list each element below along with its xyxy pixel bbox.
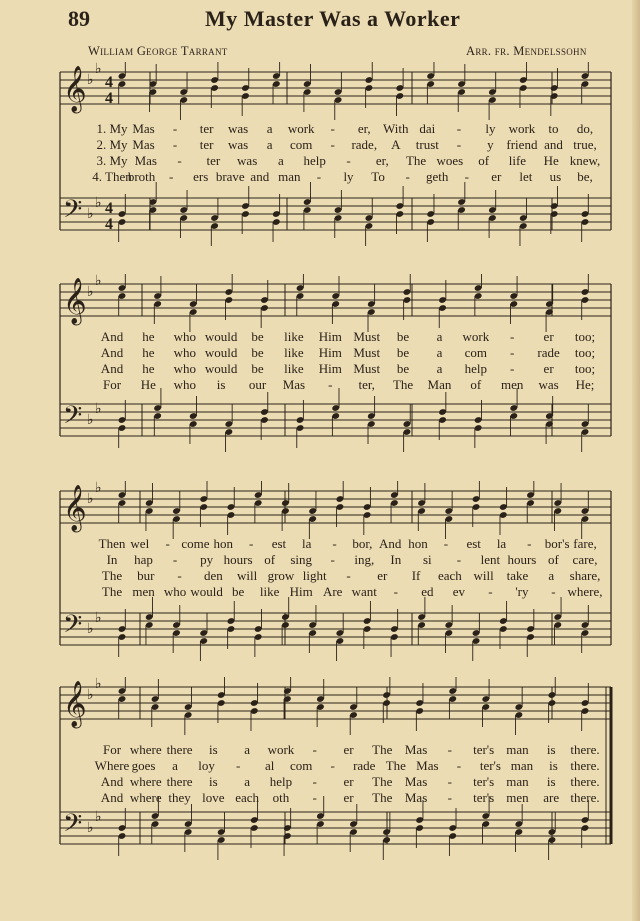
lyric-syllable: And [100, 790, 124, 805]
lyric-syllable: sing [290, 552, 313, 567]
lyric-syllable: Him [318, 361, 342, 376]
lyric-syllable: The [101, 568, 123, 583]
lyric-syllable: will [237, 568, 258, 583]
lyric-syllable: Mas [282, 377, 306, 392]
lyric-syllable: er [491, 169, 502, 184]
lyric-syllable: a [266, 137, 273, 152]
lyric-syllable: hon [213, 536, 234, 551]
lyric-syllable: take [506, 568, 529, 583]
lyric-syllable: like [284, 329, 304, 344]
lyric-line [0, 790, 640, 806]
lyric-syllable: man [506, 774, 529, 789]
lyric-line [0, 742, 640, 758]
lyric-syllable: - [328, 377, 333, 392]
lyric-syllable: ter's [479, 758, 501, 773]
lyric-syllable: our [248, 377, 267, 392]
lyric-syllable: where [129, 742, 162, 757]
lyric-syllable: be [396, 329, 410, 344]
lyric-syllable: is [549, 758, 558, 773]
lyric-syllable: com [289, 758, 313, 773]
lyric-syllable: of [470, 377, 482, 392]
lyric-syllable: like [259, 584, 280, 599]
lyric-syllable: rade [537, 345, 560, 360]
lyric-syllable: For [102, 742, 122, 757]
lyric-syllable: er [343, 790, 354, 805]
lyric-syllable: In [390, 552, 402, 567]
lyric-syllable: - [346, 568, 351, 583]
lyric-syllable: er, [357, 121, 371, 136]
lyric-syllable: us [549, 169, 562, 184]
lyric-syllable: was [237, 153, 258, 168]
lyric-syllable: py [200, 552, 214, 567]
lyric-syllable: let [519, 169, 533, 184]
lyric-syllable: who [173, 361, 196, 376]
lyric-syllable: be [396, 361, 410, 376]
lyric-syllable: 2. My [96, 137, 128, 152]
lyric-syllable: And [100, 329, 124, 344]
lyric-syllable: - [346, 153, 351, 168]
lyric-syllable: - [316, 169, 322, 184]
arranger-credit: Arr. fr. Mendelssohn [466, 44, 587, 58]
lyric-syllable: be [251, 329, 264, 344]
lyric-syllable: ter [199, 137, 214, 152]
lyric-syllable: The [385, 758, 406, 773]
lyric-syllable: knew, [569, 153, 601, 168]
lyric-syllable: The [101, 584, 123, 599]
lyric-syllable: The [372, 790, 393, 805]
lyric-syllable: work [462, 329, 490, 344]
lyric-syllable: - [456, 121, 462, 136]
lyric-syllable: love [202, 790, 225, 805]
flat-icon: ♭ [95, 481, 102, 496]
lyric-syllable: a [244, 742, 251, 757]
lyric-syllable: With [383, 121, 409, 136]
lyric-syllable: a [278, 153, 284, 168]
lyric-syllable: woes [436, 153, 464, 168]
lyric-syllable: would [190, 584, 223, 599]
lyric-syllable: man [278, 169, 301, 184]
lyric-syllable: each [235, 790, 260, 805]
lyric-syllable: where [129, 774, 162, 789]
lyric-syllable: den [203, 568, 223, 583]
lyric-syllable: - [172, 121, 178, 136]
lyric-line [0, 153, 640, 169]
lyric-syllable: there. [570, 742, 600, 757]
lyric-syllable: will [473, 568, 494, 583]
treble-clef-icon: 𝄞 [63, 681, 87, 727]
lyric-syllable: Mas [132, 121, 155, 136]
bass-clef-icon: 𝄢 [63, 809, 83, 844]
lyric-syllable: there [166, 774, 193, 789]
lyric-syllable: ter [199, 121, 214, 136]
lyric-syllable: would [204, 345, 238, 360]
lyric-syllable: ers [193, 169, 209, 184]
lyric-syllable: er [543, 361, 554, 376]
lyric-syllable: ter's [473, 774, 495, 789]
flat-icon: ♭ [95, 401, 102, 417]
lyric-syllable: a [172, 758, 178, 773]
lyric-syllable: - [456, 552, 462, 567]
time-signature-digit: 4 [105, 74, 113, 91]
lyric-syllable: of [264, 552, 276, 567]
lyric-syllable: is [209, 774, 218, 789]
lyric-syllable: a [436, 345, 443, 360]
lyric-syllable: of [478, 153, 490, 168]
time-signature-digit: 4 [105, 90, 113, 107]
lyric-syllable: Mas [132, 137, 155, 152]
lyric-syllable: to [548, 121, 559, 136]
author-credit: William George Tarrant [88, 44, 228, 58]
lyric-syllable: Man [427, 377, 452, 392]
lyric-syllable: was [228, 121, 249, 136]
lyric-syllable: - [488, 584, 493, 599]
lyric-syllable: each [437, 568, 462, 583]
lyric-syllable: - [393, 584, 398, 599]
flat-icon: ♭ [95, 809, 102, 825]
lyric-syllable: - [551, 584, 556, 599]
lyric-syllable: bor's [544, 536, 570, 551]
lyric-syllable: The [372, 742, 393, 757]
lyric-syllable: The [372, 774, 393, 789]
flat-icon: ♭ [87, 72, 94, 88]
lyric-syllable: where, [567, 584, 603, 599]
lyric-syllable: broth [127, 169, 156, 184]
lyric-syllable: - [165, 536, 170, 551]
flat-icon: ♭ [95, 274, 102, 289]
lyric-syllable: lent [480, 552, 501, 567]
lyric-syllable: la [496, 536, 507, 551]
lyric-syllable: er [343, 774, 354, 789]
flat-icon: ♭ [87, 206, 94, 222]
lyric-syllable: - [248, 536, 254, 551]
lyric-syllable: geth [425, 169, 449, 184]
lyric-syllable: where [129, 790, 162, 805]
lyric-syllable: a [244, 774, 251, 789]
lyric-syllable: Him [289, 584, 313, 599]
lyric-syllable: - [447, 742, 453, 757]
lyric-syllable: there. [570, 790, 600, 805]
lyric-syllable: there. [570, 758, 600, 773]
lyric-syllable: Must [353, 329, 381, 344]
lyric-syllable: like [284, 345, 304, 360]
lyric-syllable: And [379, 536, 402, 551]
lyric-syllable: ly [343, 169, 354, 184]
lyric-syllable: help [464, 361, 488, 376]
lyric-syllable: be [251, 361, 264, 376]
bass-clef-icon: 𝄢 [63, 195, 83, 230]
lyric-syllable: 3. My [96, 153, 128, 168]
lyric-line [0, 329, 640, 345]
lyric-syllable: come [181, 536, 210, 551]
lyric-syllable: men [506, 790, 529, 805]
lyric-syllable: work [287, 121, 315, 136]
lyric-syllable: they [168, 790, 191, 805]
lyric-syllable: bor, [352, 536, 373, 551]
lyric-syllable: - [447, 790, 453, 805]
lyric-syllable: of [548, 552, 559, 567]
lyric-syllable: he [142, 329, 155, 344]
lyric-syllable: In [106, 552, 118, 567]
lyric-syllable: - [443, 536, 449, 551]
flat-icon: ♭ [87, 412, 94, 428]
lyric-syllable: grow [267, 568, 295, 583]
hymn-title: My Master Was a Worker [205, 6, 461, 31]
lyric-line [0, 536, 640, 552]
lyric-syllable: is [546, 742, 556, 757]
lyric-syllable: hours [507, 552, 537, 567]
lyric-syllable: who [163, 584, 187, 599]
flat-icon: ♭ [87, 687, 94, 703]
lyric-syllable: too; [574, 329, 596, 344]
lyric-syllable: would [204, 329, 238, 344]
lyric-syllable: be [231, 584, 245, 599]
lyric-line [0, 758, 640, 774]
lyric-syllable: And [100, 774, 124, 789]
lyric-syllable: wel [130, 536, 150, 551]
lyric-syllable: 1. My [96, 121, 128, 136]
lyric-syllable: com [464, 345, 488, 360]
lyric-syllable: are [543, 790, 560, 805]
lyric-syllable: Then [98, 536, 126, 551]
lyric-syllable: - [330, 137, 335, 152]
lyric-syllable: men [132, 584, 155, 599]
lyric-line [0, 568, 640, 584]
lyric-syllable: be [396, 345, 410, 360]
lyric-syllable: ing, [354, 552, 375, 567]
page-number: 89 [68, 6, 90, 31]
lyric-syllable: For [102, 377, 122, 392]
lyric-syllable: goes [131, 758, 156, 773]
lyric-syllable: - [510, 345, 515, 360]
lyric-syllable: He [140, 377, 156, 392]
lyric-syllable: was [228, 137, 249, 152]
lyric-syllable: er [343, 742, 354, 757]
lyric-syllable: hap [134, 552, 153, 567]
lyric-syllable: - [235, 758, 241, 773]
lyric-syllable: - [456, 758, 462, 773]
lyric-syllable: - [330, 552, 335, 567]
flat-icon: ♭ [95, 677, 102, 692]
lyric-syllable: bur [137, 568, 155, 583]
lyric-syllable: - [177, 153, 182, 168]
lyric-line [0, 584, 640, 600]
treble-clef-icon: 𝄞 [63, 66, 87, 112]
lyric-syllable: - [330, 121, 335, 136]
lyric-syllable: 4. Then [92, 169, 132, 184]
lyric-syllable: do, [576, 121, 594, 136]
lyric-syllable: life [508, 153, 527, 168]
lyric-syllable: share, [569, 568, 601, 583]
lyric-line [0, 377, 640, 393]
lyric-syllable: - [172, 552, 178, 567]
lyric-syllable: is [546, 774, 556, 789]
lyric-syllable: The [405, 153, 427, 168]
lyric-syllable: want [351, 584, 377, 599]
lyric-syllable: er [377, 568, 388, 583]
lyric-syllable: - [510, 361, 515, 376]
lyric-syllable: er [543, 329, 554, 344]
lyric-syllable: ter's [473, 742, 495, 757]
lyric-syllable: be [251, 345, 264, 360]
flat-icon: ♭ [87, 621, 94, 637]
lyric-syllable: brave [215, 169, 245, 184]
lyric-syllable: est [466, 536, 481, 551]
lyric-syllable: and [544, 137, 563, 152]
lyric-syllable: who [173, 345, 196, 360]
lyric-syllable: He [543, 153, 559, 168]
lyric-syllable: ly [485, 121, 496, 136]
lyric-syllable: - [312, 790, 317, 805]
flat-icon: ♭ [95, 610, 102, 626]
lyric-syllable: Mas [416, 758, 439, 773]
lyric-syllable: ed [421, 584, 434, 599]
lyric-syllable: trust [415, 137, 439, 152]
lyric-line [0, 774, 640, 790]
lyric-syllable: too; [574, 345, 596, 360]
lyric-syllable: hours [223, 552, 253, 567]
lyric-syllable: Mas [404, 790, 428, 805]
lyric-syllable: a [548, 568, 555, 583]
lyric-syllable: er, [375, 153, 389, 168]
lyric-syllable: rade, [351, 137, 378, 152]
lyric-syllable: si [422, 552, 432, 567]
lyric-syllable: - [510, 329, 515, 344]
lyric-syllable: who [173, 377, 196, 392]
flat-icon: ♭ [87, 491, 94, 507]
lyric-syllable: a [266, 121, 273, 136]
lyric-syllable: loy [198, 758, 215, 773]
lyric-syllable: - [456, 137, 462, 152]
lyric-syllable: He; [575, 377, 595, 392]
lyric-syllable: And [100, 361, 124, 376]
lyric-syllable: est [271, 536, 287, 551]
lyric-syllable: a [436, 329, 443, 344]
lyric-syllable: who [173, 329, 196, 344]
lyric-syllable: - [177, 568, 182, 583]
time-signature-digit: 4 [105, 216, 113, 233]
lyric-syllable: is [209, 742, 218, 757]
lyric-syllable: there. [570, 774, 600, 789]
lyric-syllable: - [168, 169, 174, 184]
lyric-syllable: and [250, 169, 270, 184]
flat-icon: ♭ [95, 62, 102, 77]
lyric-line [0, 137, 640, 153]
lyric-syllable: Mas [404, 774, 428, 789]
lyric-syllable: dai [419, 121, 436, 136]
lyric-syllable: ter [206, 153, 221, 168]
lyric-syllable: ter, [358, 377, 375, 392]
lyric-syllable: - [312, 774, 317, 789]
bass-clef-icon: 𝄢 [63, 401, 83, 436]
lyric-syllable: al [264, 758, 275, 773]
lyric-syllable: - [332, 536, 337, 551]
lyric-syllable: Him [318, 345, 342, 360]
lyric-syllable: true, [573, 137, 597, 152]
lyric-syllable: Must [353, 361, 381, 376]
lyric-line [0, 345, 640, 361]
lyric-syllable: A [391, 137, 401, 152]
lyric-syllable: care, [572, 552, 598, 567]
lyric-syllable: a [436, 361, 443, 376]
lyric-syllable: work [267, 742, 295, 757]
lyric-syllable: Him [318, 329, 342, 344]
lyric-syllable: he [142, 345, 155, 360]
lyric-syllable: is [216, 377, 226, 392]
lyric-syllable: man [510, 758, 534, 773]
lyric-syllable: - [447, 774, 453, 789]
treble-clef-icon: 𝄞 [63, 278, 87, 324]
lyric-line [0, 361, 640, 377]
lyric-syllable: too; [574, 361, 596, 376]
lyric-syllable: 'ry [515, 584, 529, 599]
lyric-syllable: friend [506, 137, 538, 152]
lyric-syllable: If [411, 568, 421, 583]
lyric-syllable: Mas [404, 742, 428, 757]
lyric-syllable: - [464, 169, 469, 184]
lyric-syllable: - [172, 137, 178, 152]
lyric-syllable: la [302, 536, 312, 551]
lyric-syllable: like [284, 361, 304, 376]
lyric-syllable: To [371, 169, 385, 184]
lyric-syllable: help [269, 774, 293, 789]
lyric-syllable: be, [577, 169, 593, 184]
lyric-syllable: he [142, 361, 155, 376]
lyric-syllable: man [506, 742, 529, 757]
lyric-syllable: men [501, 377, 524, 392]
lyric-syllable: Must [353, 345, 381, 360]
lyric-syllable: ev [452, 584, 465, 599]
lyric-syllable: Mas [134, 153, 157, 168]
lyric-syllable: - [405, 169, 410, 184]
lyric-syllable: Where [94, 758, 130, 773]
lyric-syllable: would [204, 361, 238, 376]
lyric-syllable: The [392, 377, 414, 392]
bass-clef-icon: 𝄢 [63, 610, 83, 645]
lyric-syllable: hon [408, 536, 428, 551]
lyric-syllable: com [289, 137, 313, 152]
lyric-syllable: And [100, 345, 124, 360]
treble-clef-icon: 𝄞 [63, 485, 87, 531]
lyric-syllable: rade [353, 758, 376, 773]
lyric-line [0, 552, 640, 568]
lyric-syllable: ter's [473, 790, 495, 805]
time-signature-digit: 4 [105, 200, 113, 217]
lyric-syllable: light [302, 568, 327, 583]
lyric-syllable: - [527, 536, 532, 551]
lyric-line [0, 121, 640, 137]
flat-icon: ♭ [87, 820, 94, 836]
lyric-syllable: was [538, 377, 559, 392]
flat-icon: ♭ [95, 195, 102, 211]
lyric-syllable: work [508, 121, 536, 136]
lyric-syllable: Are [322, 584, 343, 599]
lyric-syllable: y [487, 137, 494, 152]
lyric-syllable: help [303, 153, 326, 168]
lyric-syllable: oth [272, 790, 290, 805]
lyric-syllable: fare, [573, 536, 597, 551]
lyric-syllable: - [312, 742, 317, 757]
lyric-line [0, 169, 640, 185]
flat-icon: ♭ [87, 284, 94, 300]
lyric-syllable: there [166, 742, 193, 757]
lyric-syllable: - [330, 758, 335, 773]
